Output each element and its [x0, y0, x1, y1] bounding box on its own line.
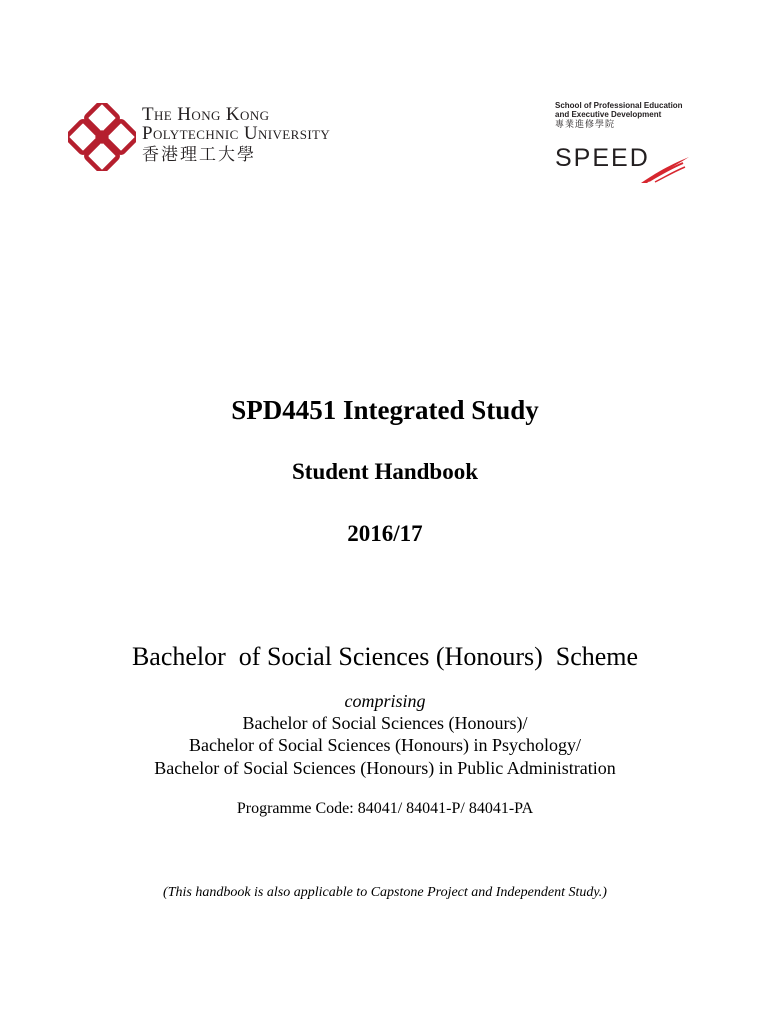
- polyu-logo: [68, 103, 418, 173]
- programme-item: Bachelor of Social Sciences (Honours) in Public Administration: [154, 758, 616, 778]
- comprising-label: comprising: [344, 691, 426, 711]
- speed-wordmark: SPEED: [555, 144, 650, 172]
- polyu-name: [142, 105, 330, 165]
- speed-school-name: [555, 101, 683, 119]
- polyu-name-line2: Polytechnic University: [142, 123, 331, 144]
- polyu-emblem-icon: [68, 103, 136, 171]
- document-title: SPD4451 Integrated Study: [231, 395, 539, 425]
- applicability-note: (This handbook is also applicable to Capstone Project and Independent Study.): [163, 885, 607, 900]
- speed-swoosh-icon: [639, 155, 691, 185]
- polyu-name-line1: The Hong Kong: [142, 104, 270, 125]
- speed-school-line1: School of Professional Education: [555, 101, 683, 110]
- programme-item: Bachelor of Social Sciences (Honours) in Psychology/: [189, 735, 581, 755]
- speed-school-name-chinese: 專業進修學院: [555, 120, 616, 130]
- polyu-name-chinese: 香港理工大學: [142, 145, 256, 165]
- scheme-name: Bachelor of Social Sciences (Honours) Scheme: [131, 642, 639, 671]
- document-subtitle: Student Handbook: [292, 459, 478, 484]
- academic-year: 2016/17: [347, 521, 423, 546]
- speed-school-line2: and Executive Development: [555, 110, 662, 119]
- programme-item: Bachelor of Social Sciences (Honours)/: [242, 713, 528, 733]
- programme-code: Programme Code: 84041/ 84041-P/ 84041-PA: [236, 800, 534, 817]
- speed-logo: [555, 101, 695, 187]
